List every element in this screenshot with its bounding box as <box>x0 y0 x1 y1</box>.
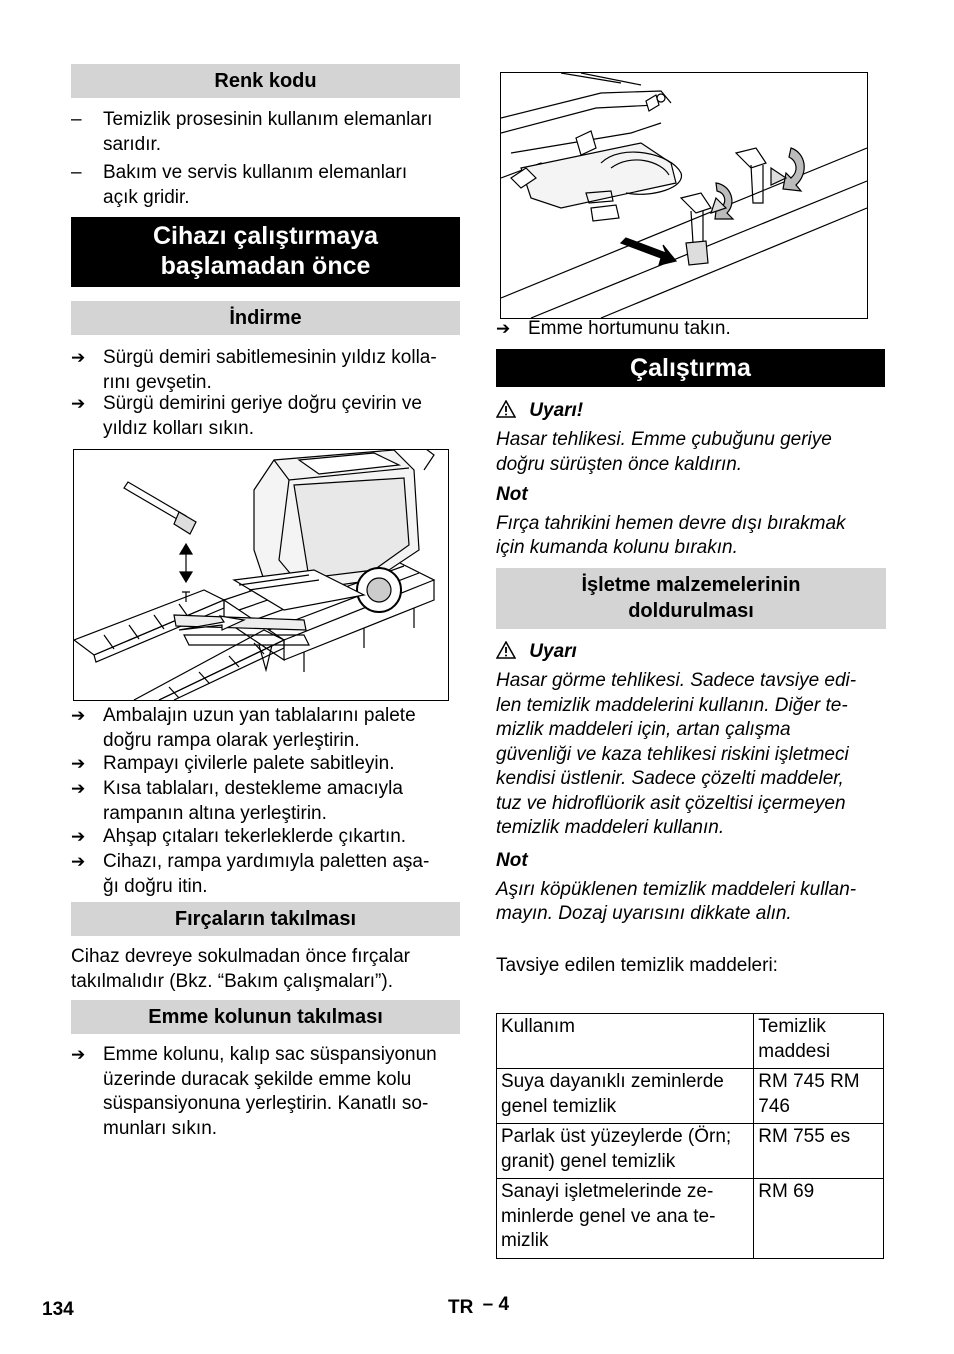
arrow-right-icon: ➔ <box>71 852 86 871</box>
suction-hose-illustration <box>501 73 867 318</box>
table-cell: RM 69 <box>754 1179 884 1259</box>
arrow-right-icon: ➔ <box>71 827 86 846</box>
section-heading-brushes: Fırçaların takılması <box>71 902 460 936</box>
figure-suction-hose <box>500 72 868 319</box>
warning-block <box>496 399 886 477</box>
dash-marker: – <box>71 162 82 183</box>
table-row <box>497 1179 884 1259</box>
arrow-right-icon: ➔ <box>71 348 86 367</box>
table-row <box>497 1014 884 1069</box>
arrow-right-icon: ➔ <box>71 754 86 773</box>
table-cell: RM 745 RM 746 <box>754 1069 884 1124</box>
note-block <box>496 483 886 561</box>
unloading-ramp-illustration <box>74 450 448 700</box>
table-cell: Suya dayanıklı zeminlerde genel temizlik <box>497 1069 754 1124</box>
warning-block <box>496 640 886 841</box>
section-heading-filling: İşletme malzemelerinin doldurulması <box>496 568 886 629</box>
section-heading-indirme: İndirme <box>71 301 460 335</box>
cleaning-agents-table <box>496 1013 884 1259</box>
figure-unloading-ramp <box>73 449 449 701</box>
section-heading-suction: Emme kolunun takılması <box>71 1000 460 1034</box>
dash-marker: – <box>71 109 82 130</box>
note-label: Not <box>496 850 528 871</box>
list-item: ➔ Ahşap çıtaları tekerleklerde çıkartın. <box>71 825 460 850</box>
table-row <box>497 1124 884 1179</box>
warning-text: Hasar tehlikesi. Emme çubuğunu geriye doğru sürüşten önce kaldırın. <box>496 429 832 475</box>
table-row <box>497 1069 884 1124</box>
warning-triangle-icon <box>496 641 516 659</box>
arrow-right-icon: ➔ <box>71 779 86 798</box>
table-cell: RM 755 es <box>754 1124 884 1179</box>
arrow-right-icon: ➔ <box>71 394 86 413</box>
footer-language-page: TR – 4 <box>448 1294 510 1318</box>
list-item: ➔ Ambalajın uzun yan tablalarını palete doğru rampa olarak yerleştirin. <box>71 705 416 751</box>
arrow-right-icon: ➔ <box>496 319 511 338</box>
list-item: – Bakım ve servis kullanım elemanları açık gridir. <box>71 162 408 208</box>
warning-label: Uyarı! <box>529 400 584 421</box>
note-text: Fırça tahrikini hemen devre dışı bırakmak için kumanda kolunu bırakın. <box>496 512 846 558</box>
list-item: ➔ Kısa tablaları, destekleme amacıyla rampanın altına yerleştirin. <box>71 778 403 824</box>
warning-label: Uyarı <box>529 641 577 662</box>
brushes-paragraph: Cihaz devreye sokulmadan önce fırçalar takılmalıdır (Bkz. “Bakım çalışmaları”). <box>71 946 411 992</box>
note-label: Not <box>496 484 528 505</box>
arrow-right-icon: ➔ <box>71 1045 86 1064</box>
chapter-title-before-start: Cihazı çalıştırmaya başlamadan önce <box>71 217 460 287</box>
list-item: – Temizlik prosesinin kullanım elemanları sarıdır. <box>71 109 433 155</box>
list-item: ➔ Rampayı çivilerle palete sabitleyin. <box>71 752 460 777</box>
page-number: 134 <box>42 1299 74 1320</box>
note-text: Aşırı köpüklenen temizlik maddeleri kullan- mayın. Dozaj uyarısını dikkate alın. <box>496 878 857 924</box>
list-item: ➔ Sürgü demiri sabitlemesinin yıldız kolla- rını gevşetin. <box>71 347 437 393</box>
left-column <box>71 64 460 1164</box>
table-cell: Kullanım <box>497 1014 754 1069</box>
arrow-right-icon: ➔ <box>71 706 86 725</box>
table-cell: Sanayi işletmelerinde ze- minlerde genel ve ana te- mizlik <box>497 1179 754 1259</box>
warning-text: Hasar görme tehlikesi. Sadece tavsiye edi- len temizlik maddelerini kullanın. Diğer te- mizlik maddeleri için, artan çalışma güvenliği ve kaza tehlikesi riskini işletmeci kendisi üstlenir. Sadece çözelti maddeler, tuz ve hidroflüorik asit çözeltisi içermeyen temizlik maddeleri kullanın. <box>496 670 857 838</box>
table-cell: Parlak üst yüzeylerde (Örn; granit) genel temizlik <box>497 1124 754 1179</box>
note-block <box>496 849 886 927</box>
warning-triangle-icon <box>496 400 516 418</box>
list-item: ➔ Sürgü demirini geriye doğru çevirin ve yıldız kolları sıkın. <box>71 393 422 439</box>
section-heading-renk-kodu: Renk kodu <box>71 64 460 98</box>
right-column <box>496 72 886 1262</box>
list-item: ➔ Cihazı, rampa yardımıyla paletten aşa- ğı doğru itin. <box>71 851 430 897</box>
table-cell: Temizlik maddesi <box>754 1014 884 1069</box>
list-item: ➔ Emme kolunu, kalıp sac süspansiyonun üzerinde duracak şekilde emme kolu süspansiyonuna yerleştirin. Kanatlı so- munları sıkın. <box>71 1044 437 1139</box>
recommended-intro: Tavsiye edilen temizlik maddeleri: <box>496 955 778 976</box>
list-item: ➔ Emme hortumunu takın. <box>496 317 886 342</box>
chapter-title-operation: Çalıştırma <box>496 349 885 387</box>
